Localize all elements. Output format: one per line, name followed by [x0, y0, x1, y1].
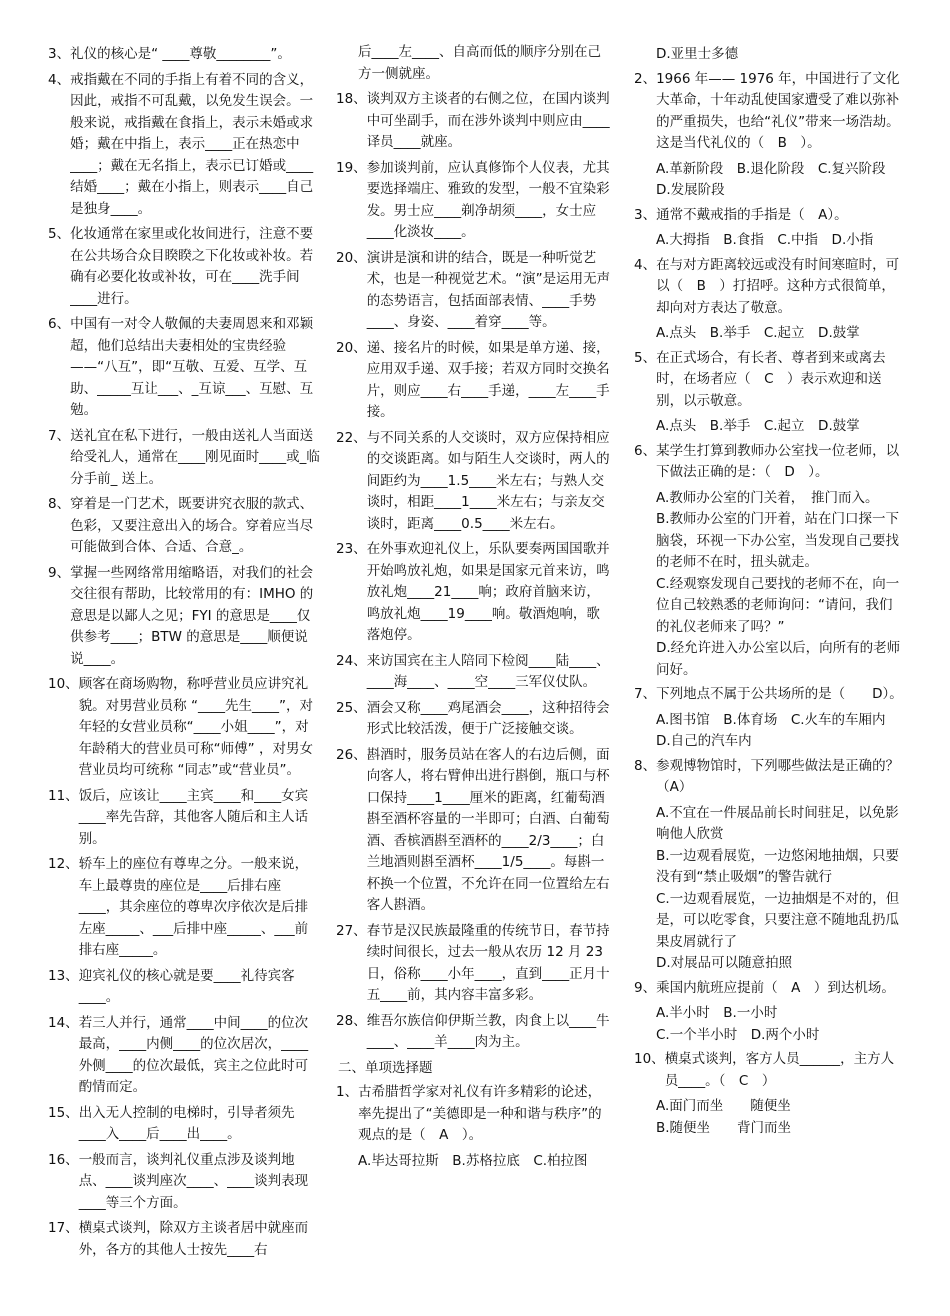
- question-text: 参加谈判前，应认真修饰个人仪表，尤其要选择端庄、雅致的发型，一般不宜染彩发。男士应____剃净胡须____，女士应____化淡妆____。: [366, 159, 610, 240]
- question-text: 穿着是一门艺术，既要讲究衣服的款式、色彩，又要注意出入的场合。穿着应当尽可能做到合体、合适、合意_。: [70, 496, 314, 555]
- question-item: [336, 539, 612, 647]
- question-item: [48, 854, 320, 962]
- question-item: [48, 563, 320, 671]
- question-text: 在外事欢迎礼仪上，乐队要奏两国国歌并开始鸣放礼炮，如果是国家元首来访，鸣放礼炮____21____响；政府首脑来访，鸣放礼炮____19____响。敬酒炮响，歌落炮停。: [366, 541, 610, 643]
- question-item: [336, 42, 612, 85]
- question-item: [634, 69, 904, 155]
- question-number: 24、: [336, 652, 367, 669]
- section-title: 二、单项选择题: [338, 1059, 433, 1076]
- question-number: 20、: [336, 339, 367, 356]
- question-text: 出入无人控制的电梯时，引导者须先____入____后____出____。: [78, 1104, 295, 1142]
- question-number: 27、: [336, 922, 367, 939]
- option: A.点头 B.举手 C.起立 D.鼓掌: [656, 325, 860, 341]
- options-list: [634, 230, 904, 252]
- question-text: 酒会又称____鸡尾酒会____，这种招待会形式比较活泼，便于广泛接触交谈。: [366, 699, 610, 737]
- question-item: [48, 1103, 320, 1146]
- question-item: [48, 224, 320, 310]
- question-text: 横桌式谈判，客方人员______，主方人员____。（ C ）: [664, 1051, 895, 1089]
- question-text: 某学生打算到教师办公室找一位老师，以下做法正确的是：（ D ）。: [656, 442, 900, 480]
- question-item: [48, 966, 320, 1009]
- question-item: [336, 248, 612, 334]
- question-number: 7、: [634, 686, 657, 702]
- question-text: 化妆通常在家里或化妆间进行，注意不要在公共场合众目睽睽之下化妆或补妆。若确有必要化妆或补妆，可在____洗手间____进行。: [70, 226, 314, 307]
- question-item: [336, 428, 612, 536]
- question-text: 维吾尔族信仰伊斯兰教，肉食上以____牛____、____羊____肉为主。: [366, 1012, 610, 1050]
- question-item: [336, 89, 612, 154]
- question-item: [48, 674, 320, 782]
- question-item: [336, 745, 612, 917]
- question-item: [48, 1150, 320, 1215]
- question-text: 礼仪的核心是“ ____尊敬________”。: [70, 46, 291, 62]
- option: B.教师办公室的门开着，站在门口探一下脑袋，环视一下办公室，当发现自己要找的老师不在时，扭头就走。: [656, 511, 900, 570]
- question-text: 下列地点不属于公共场所的是（ D）。: [656, 686, 903, 702]
- question-text: 一般而言，谈判礼仪重点涉及谈判地点、____谈判座次____、____谈判表现____等三个方面。: [78, 1151, 309, 1211]
- options-list: [634, 416, 904, 438]
- option: A.革新阶段 B.退化阶段 C.复兴阶段 D.发展阶段: [656, 160, 900, 198]
- question-item: [336, 338, 612, 424]
- question-text: 演讲是演和讲的结合，既是一种听觉艺术，也是一种视觉艺术。“演”是运用无声的态势语言，包括面部表情、____手势____、身姿、____着穿____等。: [366, 249, 611, 330]
- question-number: 3、: [634, 206, 657, 223]
- question-item: [336, 698, 612, 741]
- question-item: [336, 158, 612, 244]
- question-number: 13、: [48, 967, 79, 984]
- question-item: [48, 314, 320, 422]
- question-item: [634, 978, 904, 1000]
- column-3: [634, 44, 904, 1142]
- question-item: [48, 1013, 320, 1099]
- question-text: 在正式场合，有长者、尊者到来或离去时，在场者应（ C ）表示欢迎和送别，以示敬意。: [656, 349, 886, 409]
- question-item: [336, 1082, 612, 1147]
- question-item: [48, 786, 320, 851]
- question-text: 顾客在商场购物，称呼营业员应讲究礼貌。对男营业员称 “____先生____”，对年轻的女营业员称“____小姐____”，对年龄稍大的营业员可称“师傅” ，对男女营业员均可统称 “同志”或“营业员”。: [78, 676, 313, 778]
- question-item: [48, 426, 320, 491]
- options-list: [634, 488, 904, 682]
- option: A.教师办公室的门关着， 推门而入。: [656, 489, 879, 506]
- question-text: 迎宾礼仪的核心就是要____礼待宾客____。: [78, 967, 295, 1005]
- option: C.一个半小时 D.两个小时: [656, 1026, 820, 1043]
- option: D.亚里士多德: [656, 46, 739, 62]
- options-list: [634, 159, 904, 202]
- question-text: 横桌式谈判，除双方主谈者居中就座而外，各方的其他人士按先____右: [78, 1220, 309, 1258]
- option: B.随便坐 背门而坐: [656, 1119, 792, 1136]
- question-number: 1、: [336, 1084, 359, 1100]
- question-number: 10、: [634, 1051, 665, 1067]
- question-item: [336, 921, 612, 1007]
- question-text: 若三人并行，通常____中间____的位次最高，____内侧____的位次居次，____外侧____的位次最低，宾主之位此时可酌情而定。: [78, 1014, 309, 1095]
- options-list: [634, 44, 904, 66]
- question-item: [48, 44, 320, 66]
- question-number: 19、: [336, 159, 367, 176]
- question-number: 12、: [48, 856, 79, 872]
- question-number: 7、: [48, 427, 71, 444]
- question-number: 16、: [48, 1151, 79, 1168]
- column-2: [336, 42, 612, 1175]
- option: A.图书馆 B.体育场 C.火车的车厢内 D.自己的汽车内: [656, 711, 900, 749]
- question-number: 14、: [48, 1014, 79, 1031]
- question-text: 1966 年—— 1976 年，中国进行了文化大革命，十年动乱使国家遭受了难以弥补的严重损失，也给“礼仪”带来一场浩劫。这是当代礼仪的（ B ）。: [656, 70, 900, 151]
- option: A.半小时 B.一小时: [656, 1005, 778, 1021]
- question-number: 8、: [48, 496, 71, 512]
- question-text: 中国有一对令人敬佩的夫妻周恩来和邓颖超，他们总结出夫妻相处的宝贵经验——“八互”，即“互敬、互爱、互学、互助、_____互让___、_互谅___、互慰、互勉。: [70, 316, 314, 418]
- question-text: 掌握一些网络常用缩略语，对我们的社会交往很有帮助，比较常用的有：IMHO 的意思是以鄙人之见；FYI 的意思是____仅供参考____；BTW 的意思是____顺便说说____。: [70, 564, 314, 667]
- question-text: 与不同关系的人交谈时，双方应保持相应的交谈距离。如与陌生人交谈时，两人的间距约为____1.5____米左右；与熟人交谈时，相距____1____米左右；与亲友交谈时，距离____0.5____米左右。: [366, 429, 610, 532]
- question-item: [634, 441, 904, 484]
- options-list: [634, 1003, 904, 1046]
- question-number: 5、: [634, 349, 657, 366]
- option: C.经观察发现自己要找的老师不在，向一位自己较熟悉的老师询问：“请问，我们的礼仪老师来了吗？”: [656, 575, 900, 635]
- question-text: 在与对方距离较远或没有时间寒暄时，可以（ B ）打招呼。这种方式很简单，却向对方表达了敬意。: [656, 256, 900, 316]
- question-text: 递、接名片的时候，如果是单方递、接，应用双手递、双手接；若双方同时交换名片，则应____右____手递，____左____手接。: [366, 339, 610, 420]
- question-text: 送礼宜在私下进行，一般由送礼人当面送给受礼人，通常在____刚见面时____或_临分手前_ 送上。: [70, 427, 320, 487]
- option: B.一边观看展览，一边悠闲地抽烟，只要没有到“禁止吸烟”的警告就行: [656, 847, 900, 885]
- question-number: 22、: [336, 429, 367, 446]
- question-text: 春节是汉民族最隆重的传统节日，春节持续时间很长，过去一般从农历 12 月 23 日，俗称____小年____，直到____正月十五____前，其内容丰富多彩。: [366, 922, 610, 1003]
- question-text: 轿车上的座位有尊卑之分。一般来说，车上最尊贵的座位是____后排右座____，其余座位的尊卑次序依次是后排左座_____、___后排中座_____、___前排右座_____。: [78, 856, 309, 958]
- question-item: [336, 651, 612, 694]
- question-item: [634, 1049, 904, 1092]
- question-item: [634, 255, 904, 320]
- question-number: 23、: [336, 541, 367, 557]
- question-number: 26、: [336, 746, 367, 763]
- options-list: [634, 710, 904, 753]
- question-number: 20、: [336, 249, 367, 266]
- option: A.大拇指 B.食指 C.中指 D.小指: [656, 232, 874, 248]
- question-text: 古希腊哲学家对礼仪有许多精彩的论述，率先提出了“美德即是一种和谐与秩序”的观点的是（ A ）。: [358, 1084, 602, 1143]
- question-number: 6、: [48, 316, 71, 332]
- question-number: 2、: [634, 70, 657, 87]
- question-number: 8、: [634, 757, 657, 774]
- column-1: [48, 44, 320, 1265]
- options-list: [336, 1151, 612, 1173]
- question-number: 15、: [48, 1104, 79, 1121]
- question-item: [634, 756, 904, 799]
- question-number: 3、: [48, 46, 71, 62]
- question-text: 后____左____、自高而低的顺序分别在己方一侧就座。: [358, 44, 601, 82]
- question-number: [336, 42, 358, 85]
- question-text: 来访国宾在主人陪同下检阅____陆____、____海____、____空____三军仪仗队。: [366, 652, 610, 690]
- question-number: 4、: [48, 71, 71, 88]
- question-number: 17、: [48, 1220, 79, 1236]
- question-text: 通常不戴戒指的手指是（ A）。: [656, 206, 848, 223]
- question-number: 18、: [336, 91, 367, 107]
- question-item: [48, 1218, 320, 1261]
- question-number: 28、: [336, 1012, 367, 1029]
- question-text: 参观博物馆时，下列哪些做法是正确的？（A）: [656, 757, 900, 795]
- options-list: [634, 323, 904, 345]
- option: D.经允许进入办公室以后，向所有的老师问好。: [656, 640, 901, 678]
- question-text: 斟酒时，服务员站在客人的右边后侧，面向客人，将右臂伸出进行斟倒，瓶口与杯口保持____1____厘米的距离，红葡萄酒斟至酒杯容量的一半即可；白酒、白葡萄酒、香槟酒斟至酒杯的____2/3____；白兰地酒则斟至酒杯____1/5____。每斟一杯换一个位置，不允许在同一位置给左右客人斟酒。: [366, 746, 610, 913]
- question-number: 9、: [48, 564, 71, 581]
- option: A.点头 B.举手 C.起立 D.鼓掌: [656, 418, 860, 434]
- question-number: 6、: [634, 442, 657, 459]
- option: D.对展品可以随意拍照: [656, 955, 793, 971]
- question-number: 9、: [634, 979, 657, 996]
- option: A.不宜在一件展品前长时间驻足，以免影响他人欣赏: [656, 804, 899, 842]
- option: A.毕达哥拉斯 B.苏格拉底 C.柏拉图: [358, 1152, 588, 1169]
- options-list: [634, 1096, 904, 1139]
- question-number: 5、: [48, 226, 71, 242]
- options-list: [634, 803, 904, 975]
- question-number: 4、: [634, 256, 657, 273]
- question-item: [634, 684, 904, 706]
- question-item: [336, 1011, 612, 1054]
- question-text: 饭后，应该让____主宾____和____女宾____率先告辞，其他客人随后和主人话别。: [78, 787, 309, 847]
- question-text: 戒指戴在不同的手指上有着不同的含义，因此，戒指不可乱戴，以免发生误会。一般来说，戒指戴在食指上，表示未婚或求婚；戴在中指上，表示____正在热恋中____；戴在无名指上，表示已订婚或____结婚____；戴在小指上，则表示____自己是独身____。: [70, 71, 314, 217]
- question-text: 谈判双方主谈者的右侧之位，在国内谈判中可坐副手，而在涉外谈判中则应由____译员____就座。: [366, 91, 610, 150]
- question-number: 10、: [48, 676, 79, 692]
- question-number: 25、: [336, 699, 367, 716]
- option: C.一边观看展览，一边抽烟是不对的，但是，可以吃零食，只要注意不随地乱扔瓜果皮屑就行了: [656, 890, 900, 950]
- question-text: 乘国内航班应提前（ A ）到达机场。: [656, 979, 895, 996]
- option: A.面门而坐 随便坐: [656, 1098, 791, 1114]
- question-item: [48, 494, 320, 559]
- question-item: [634, 348, 904, 413]
- question-item: [634, 205, 904, 227]
- question-number: 11、: [48, 787, 79, 804]
- question-item: [48, 70, 320, 221]
